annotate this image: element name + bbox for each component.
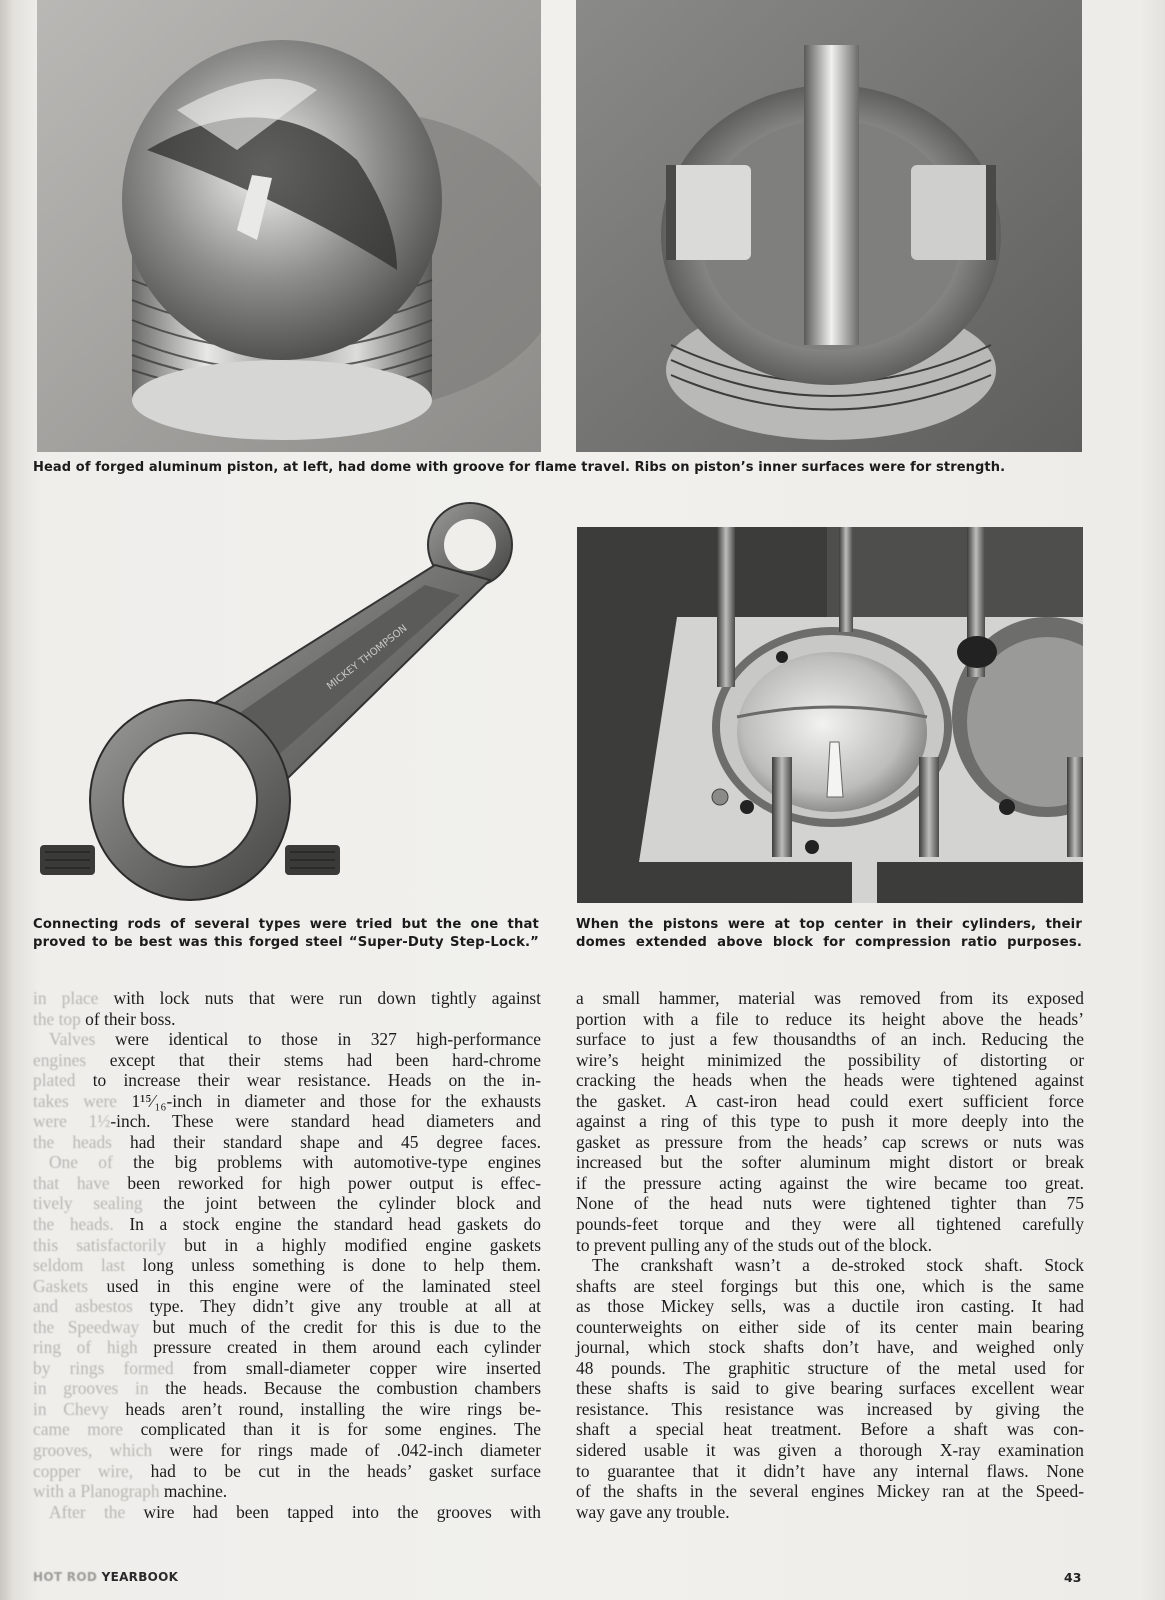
body-line: [33, 1502, 541, 1523]
body-line: [33, 1337, 541, 1358]
caption-engine-block: [576, 916, 1082, 952]
faded-text: One of: [49, 1152, 113, 1173]
line-text: were identical to those in 327 high-performance: [95, 1029, 541, 1050]
body-line: [33, 1378, 541, 1399]
body-line: [33, 1481, 541, 1502]
caption-rod-line-1: Connecting rods of several types were tried but the one that: [33, 917, 539, 932]
body-line: [33, 1050, 541, 1071]
body-line: shafts are steel forgings but this one, which is the same: [576, 1275, 1084, 1296]
faded-text: copper wire,: [33, 1460, 134, 1481]
line-text: complicated than it is for some engines. The: [123, 1419, 541, 1440]
line-text: In a stock engine the standard head gaskets do: [113, 1214, 541, 1235]
faded-text: tively sealing: [33, 1193, 143, 1214]
faded-text: and asbestos: [33, 1296, 133, 1317]
faded-text: After the: [49, 1501, 126, 1522]
line-text: the joint between the cylinder block and: [142, 1193, 541, 1214]
body-line: [33, 1461, 541, 1482]
body-line: [33, 1029, 541, 1050]
line-text: but in a highly modified engine gaskets: [166, 1234, 541, 1255]
body-line: a small hammer, material was removed from its exposed: [576, 988, 1084, 1008]
line-text: type. They didn’t give any trouble at all at: [132, 1296, 541, 1317]
photo-piston-ribs: [576, 0, 1082, 452]
faded-text: that have: [33, 1172, 110, 1193]
body-line: increased but the softer aluminum might distort or break: [576, 1152, 1084, 1173]
photo-connecting-rod: [30, 490, 550, 908]
faded-text: this satisfactorily: [33, 1234, 167, 1255]
body-line: [33, 1235, 541, 1256]
line-text: used in this engine were of the laminated steel: [88, 1275, 541, 1296]
line-text: from small-diameter copper wire inserted: [173, 1357, 541, 1378]
faded-text: in grooves in: [33, 1378, 149, 1399]
caption-rod-line-2: proved to be best was this forged steel “Super-Duty Step-Lock.”: [33, 935, 539, 950]
line-text: had their standard shape and 45 degree faces.: [111, 1131, 541, 1152]
faded-text: grooves, which: [33, 1440, 153, 1461]
footer-publication-faded: HOT ROD: [33, 1570, 98, 1584]
body-line: [33, 1419, 541, 1440]
body-line: journal, which stock shafts don’t have, and weighed only: [576, 1337, 1084, 1358]
line-text: machine.: [159, 1481, 228, 1502]
line-text: been reworked for high power output is effec-: [109, 1172, 541, 1193]
line-text: pressure created in them around each cylinder: [137, 1337, 541, 1358]
body-line: of the shafts in the several engines Mickey ran at the Speed-: [576, 1481, 1084, 1502]
line-text: except that their stems had been hard-chrome: [86, 1049, 541, 1070]
caption-block-line-1: When the pistons were at top center in their cylinders, their: [576, 917, 1082, 932]
rod-engraving: MICKEY THOMPSON: [325, 622, 410, 693]
body-line: [33, 988, 541, 1009]
line-text: 1¹⁵⁄₁₆-inch in diameter and those for the exhausts: [116, 1090, 541, 1111]
faded-text: were 1½: [33, 1111, 111, 1132]
faded-text: Valves: [49, 1029, 96, 1050]
line-text: but much of the credit for this is due to the: [139, 1316, 542, 1337]
body-line: [33, 1193, 541, 1214]
line-text: -inch. These were standard head diameters and: [110, 1111, 541, 1132]
line-text: had to be cut in the heads’ gasket surface: [133, 1460, 541, 1481]
body-line: if the pressure acting against the wire became too great.: [576, 1172, 1084, 1193]
body-line: way gave any trouble.: [576, 1501, 730, 1522]
faded-text: the heads.: [33, 1214, 114, 1235]
faded-text: the Speedway: [33, 1316, 140, 1337]
faded-text: with a Planograph: [33, 1481, 160, 1502]
footer-publication: [33, 1570, 178, 1584]
faded-text: engines: [33, 1049, 87, 1070]
caption-pistons: Head of forged aluminum piston, at left, had dome with groove for flame travel. Ribs on piston’s inner surfaces were for strength.: [33, 460, 1006, 475]
body-line: 48 pounds. The graphitic structure of the metal used for: [576, 1357, 1084, 1378]
line-text: long unless something is done to help them.: [125, 1255, 541, 1276]
body-line: sidered usable it was given a thorough X-ray examination: [576, 1440, 1084, 1461]
faded-text: in Chevy: [33, 1398, 109, 1419]
faded-text: by rings formed: [33, 1357, 174, 1378]
body-line: as those Mickey sells, was a ductile iron casting. It had: [576, 1296, 1084, 1317]
body-line: [33, 1214, 541, 1235]
line-text: to increase their wear resistance. Heads on the in-: [75, 1070, 541, 1091]
body-line: None of the head nuts were tightened tighter than 75: [576, 1193, 1084, 1214]
body-line: against a ring of this type to push it more deeply into the: [576, 1111, 1084, 1132]
body-column-right: [576, 988, 1084, 1522]
line-text: the heads. Because the combustion chambers: [148, 1378, 541, 1399]
line-text: wire had been tapped into the grooves with: [125, 1501, 541, 1522]
body-line: portion with a file to reduce its height above the heads’: [576, 1008, 1084, 1029]
body-line: resistance. This resistance was increased by giving the: [576, 1398, 1084, 1419]
body-line: these shafts is said to give bearing surfaces excellent wear: [576, 1378, 1084, 1399]
photo-engine-block: [577, 527, 1083, 903]
body-line: [33, 1132, 541, 1153]
faded-text: takes were: [33, 1090, 117, 1111]
faded-text: the heads: [33, 1131, 112, 1152]
line-text: of their boss.: [80, 1008, 176, 1029]
line-text: the big problems with automotive-type engines: [112, 1152, 541, 1173]
photo-piston-dome: [37, 0, 541, 452]
line-text: with lock nuts that were run down tightly against: [98, 988, 542, 1008]
line-text: were for rings made of .042-inch diameter: [152, 1440, 541, 1461]
body-line: [33, 1111, 541, 1132]
body-line: surface to just a few thousandths of an inch. Reducing the: [576, 1029, 1084, 1050]
body-line: the gasket. A cast-iron head could exert sufficient force: [576, 1090, 1084, 1111]
body-column-left: [33, 988, 541, 1522]
page-number: 43: [1064, 1570, 1082, 1585]
faded-text: came more: [33, 1419, 123, 1440]
body-line: cracking the heads when the heads were tightened against: [576, 1070, 1084, 1091]
body-line: [33, 1152, 541, 1173]
line-text: heads aren’t round, installing the wire rings be-: [108, 1398, 541, 1419]
body-line: [33, 1070, 541, 1091]
body-line: [33, 1317, 541, 1338]
body-line: gasket as pressure from the heads’ cap screws or nuts was: [576, 1131, 1084, 1152]
body-line: [33, 1358, 541, 1379]
body-line: to prevent pulling any of the studs out of the block.: [576, 1234, 932, 1255]
faded-text: seldom last: [33, 1255, 126, 1276]
body-line: [33, 1009, 541, 1030]
faded-text: the top: [33, 1008, 81, 1029]
body-line: The crankshaft wasn’t a de-stroked stock shaft. Stock: [592, 1255, 1084, 1276]
body-line: counterweights on either side of its center main bearing: [576, 1316, 1084, 1337]
body-line: [33, 1091, 541, 1112]
body-line: to guarantee that it didn’t have any internal flaws. None: [576, 1460, 1084, 1481]
body-line: [33, 1399, 541, 1420]
faded-text: Gaskets: [33, 1275, 89, 1296]
body-line: pounds-feet torque and they were all tightened carefully: [576, 1214, 1084, 1235]
body-line: [33, 1255, 541, 1276]
body-line: [33, 1296, 541, 1317]
caption-connecting-rod: [33, 916, 539, 952]
faded-text: plated: [33, 1070, 76, 1091]
body-line: [33, 1276, 541, 1297]
faded-text: in place: [33, 988, 99, 1008]
body-line: shaft a special heat treatment. Before a shaft was con-: [576, 1419, 1084, 1440]
faded-text: ring of high: [33, 1337, 138, 1358]
caption-block-line-2: domes extended above block for compression ratio purposes.: [576, 935, 1082, 950]
footer-publication-name: YEARBOOK: [97, 1570, 179, 1584]
body-line: [33, 1173, 541, 1194]
body-line: [33, 1440, 541, 1461]
body-line: wire’s height minimized the possibility of distorting or: [576, 1049, 1084, 1070]
